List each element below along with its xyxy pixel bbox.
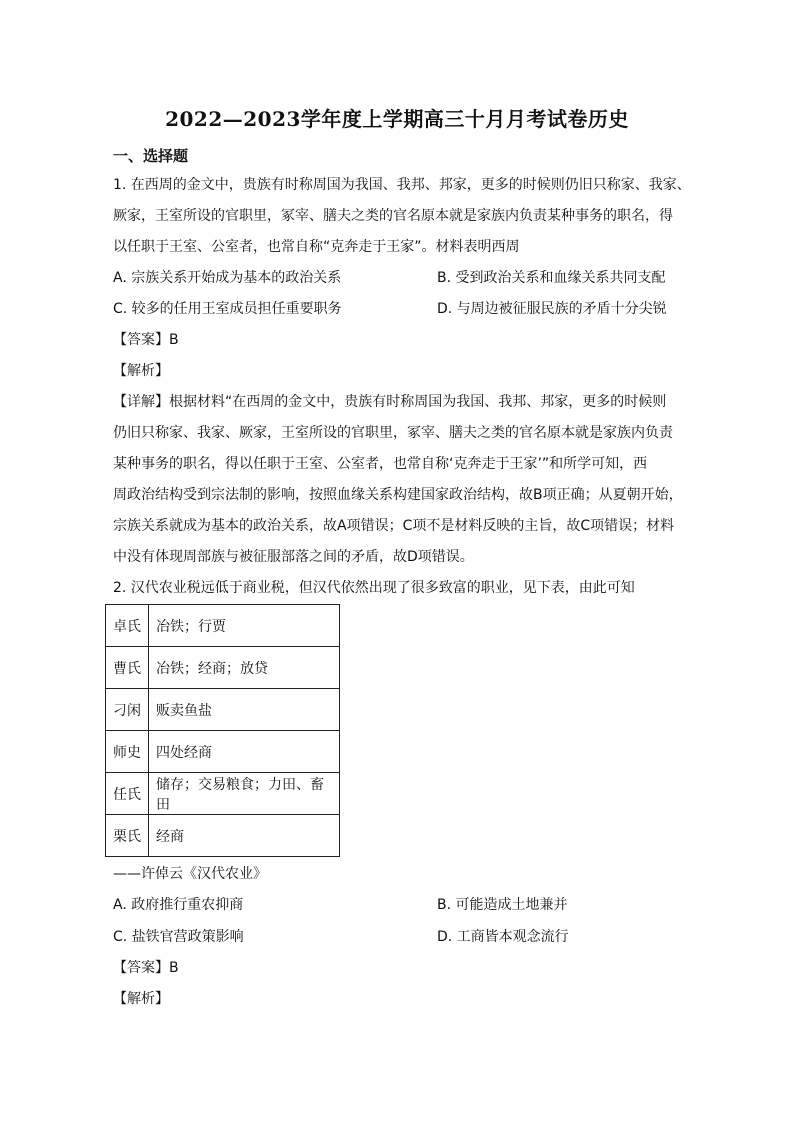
q1-option-d: D. 与周边被征服民族的矛盾十分尖锐 (437, 301, 667, 317)
table-row (106, 773, 340, 815)
q1-option-b: B. 受到政治关系和血缘关系共同支配 (437, 270, 666, 286)
q1-option-c: C. 较多的任用王室成员担任重要职务 (113, 301, 342, 317)
q2-option-d: D. 工商皆本观念流行 (437, 929, 569, 945)
q2-option-b: B. 可能造成土地兼并 (437, 897, 568, 913)
section-heading: 一、选择题 (113, 147, 189, 165)
q2-option-c: C. 盐铁官营政策影响 (113, 929, 244, 945)
q2-stem: 2. 汉代农业税远低于商业税，但汉代依然出现了很多致富的职业，见下表，由此可知 (113, 580, 635, 596)
q1-detail-line-1: 【详解】根据材料“在西周的金文中，贵族有时称周国为我国、我邦、邦家，更多的时候则 (113, 394, 667, 410)
table-cell-occupation: 贩卖鱼盐 (149, 689, 340, 731)
table-cell-occupation: 冶铁；经商；放贷 (149, 647, 340, 689)
q1-detail-line-2: 仍旧只称家、我家、厥家，王室所设的官职里，冢宰、膳夫之类的官名原本就是家族内负责 (113, 425, 673, 441)
q1-detail-line-6: 中没有体现周部族与被征服部落之间的矛盾，故D项错误。 (113, 549, 474, 565)
table-row (106, 731, 340, 773)
q2-analysis-label: 【解析】 (113, 991, 169, 1007)
table-row (106, 647, 340, 689)
q1-detail-line-4: 周政治结构受到宗法制的影响，按照血缘关系构建国家政治结构，故B项正确；从夏朝开始， (113, 487, 683, 503)
q2-source-citation: ——许倬云《汉代农业》 (113, 866, 267, 882)
q2-option-a: A. 政府推行重农抑商 (113, 897, 244, 913)
q1-stem-line-1: 1. 在西周的金文中，贵族有时称周国为我国、我邦、邦家，更多的时候则仍旧只称家、我家、 (113, 177, 691, 193)
table-cell-name: 卓氏 (106, 605, 149, 647)
table-cell-name: 刁闲 (106, 689, 149, 731)
wealth-occupation-table (105, 604, 340, 857)
q2-answer: 【答案】B (113, 960, 179, 976)
table-row (106, 815, 340, 857)
page-title: 2022—2023学年度上学期高三十月月考试卷历史 (165, 107, 629, 131)
table-cell-occupation: 四处经商 (149, 731, 340, 773)
table-row (106, 689, 340, 731)
q1-analysis-label: 【解析】 (113, 363, 169, 379)
table-cell-name: 栗氏 (106, 815, 149, 857)
table-cell-name: 曹氏 (106, 647, 149, 689)
table-cell-occupation: 冶铁；行贾 (149, 605, 340, 647)
q1-option-a: A. 宗族关系开始成为基本的政治关系 (113, 270, 342, 286)
q1-answer: 【答案】B (113, 332, 179, 348)
table-cell-occupation: 储存；交易粮食；力田、畜田 (149, 773, 340, 815)
q1-detail-line-3: 某种事务的职名，得以任职于王室、公室者，也常自称‘克奔走于王家’”和所学可知，西 (113, 456, 648, 472)
table-cell-name: 任氏 (106, 773, 149, 815)
q1-detail-line-5: 宗族关系就成为基本的政治关系，故A项错误；C项不是材料反映的主旨，故C项错误；材料 (113, 518, 675, 534)
table-cell-name: 师史 (106, 731, 149, 773)
table-cell-occupation: 经商 (149, 815, 340, 857)
table-row (106, 605, 340, 647)
q1-stem-line-2: 厥家，王室所设的官职里，冢宰、膳夫之类的官名原本就是家族内负责某种事务的职名，得 (113, 208, 673, 224)
q1-stem-line-3: 以任职于王室、公室者，也常自称“克奔走于王家”。材料表明西周 (113, 239, 520, 255)
